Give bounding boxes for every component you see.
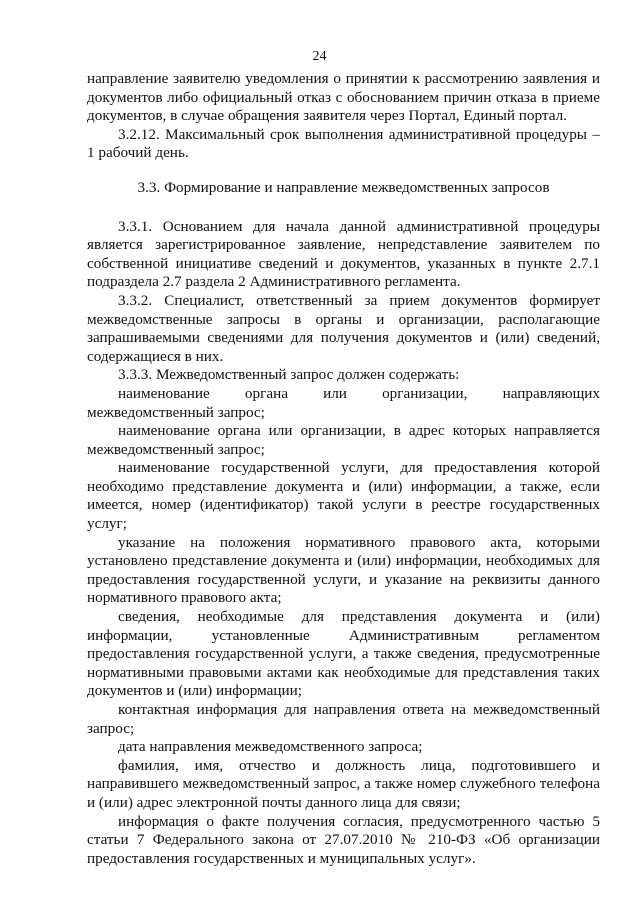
paragraph-3-3-2: 3.3.2. Специалист, ответственный за прием документов формирует межведомственные запросы в органы и организации, располагающие запрашиваемыми сведениями для получения документов и (или) сведений, содержащиеся в них.	[87, 291, 600, 365]
list-item-legal-act: указание на положения нормативного правового акта, которыми установлено представление документа и (или) информации, необходимых для предоставления государственной услуги, и указание на реквизиты данного нормативного правового акта;	[87, 533, 600, 607]
section-heading-3-3: 3.3. Формирование и направление межведомственных запросов	[137, 178, 550, 196]
paragraph-notification: направление заявителю уведомления о принятии к рассмотрению заявления и документов либо официальный отказ с обоснованием причин отказа в приеме документов, в случае обращения заявителя через Портал, Единый портал.	[87, 70, 600, 125]
paragraph-3-2-12: 3.2.12. Максимальный срок выполнения административной процедуры – 1 рабочий день.	[87, 125, 600, 162]
list-item-required-info: сведения, необходимые для представления документа и (или) информации, установленные Административным регламентом предоставления государственной услуги, а также сведения, предусмотренные нормативными правовыми актами как необходимые для представления таких документов и (или) информации;	[87, 608, 600, 700]
document-body	[87, 70, 600, 868]
page-number: 24	[312, 49, 327, 64]
paragraph-3-3-1: 3.3.1. Основанием для начала данной административной процедуры является зарегистрированное заявление, непредставление заявителем по собственной инициативе сведений и документов, указанных в пункте 2.7.1 подраздела 2.7 раздела 2 Административного регламента.	[87, 217, 600, 291]
list-item-consent-info: информация о факте получения согласия, предусмотренного частью 5 статьи 7 Федерального закона от 27.07.2010 № 210-ФЗ «Об организации предоставления государственных и муниципальных услуг».	[87, 812, 600, 867]
paragraph-3-3-3: 3.3.3. Межведомственный запрос должен содержать:	[118, 366, 460, 384]
list-item-requesting-organ: наименование органа или организации, направляющих межведомственный запрос;	[87, 384, 600, 421]
list-item-contact-info: контактная информация для направления ответа на межведомственный запрос;	[87, 701, 600, 737]
list-item-responsible-person: фамилия, имя, отчество и должность лица, подготовившего и направившего межведомственный запрос, а также номер служебного телефона и (или) адрес электронной почты данного лица для связи;	[87, 756, 600, 811]
list-item-addressee-organ: наименование органа или организации, в адрес которых направляется межведомственный запрос;	[87, 422, 600, 458]
list-item-request-date: дата направления межведомственного запроса;	[118, 738, 423, 756]
list-item-service-name: наименование государственной услуги, для предоставления которой необходимо представление документа и (или) информации, а также, если имеется, номер (идентификатор) такой услуги в реестре государственных услуг;	[87, 459, 600, 533]
